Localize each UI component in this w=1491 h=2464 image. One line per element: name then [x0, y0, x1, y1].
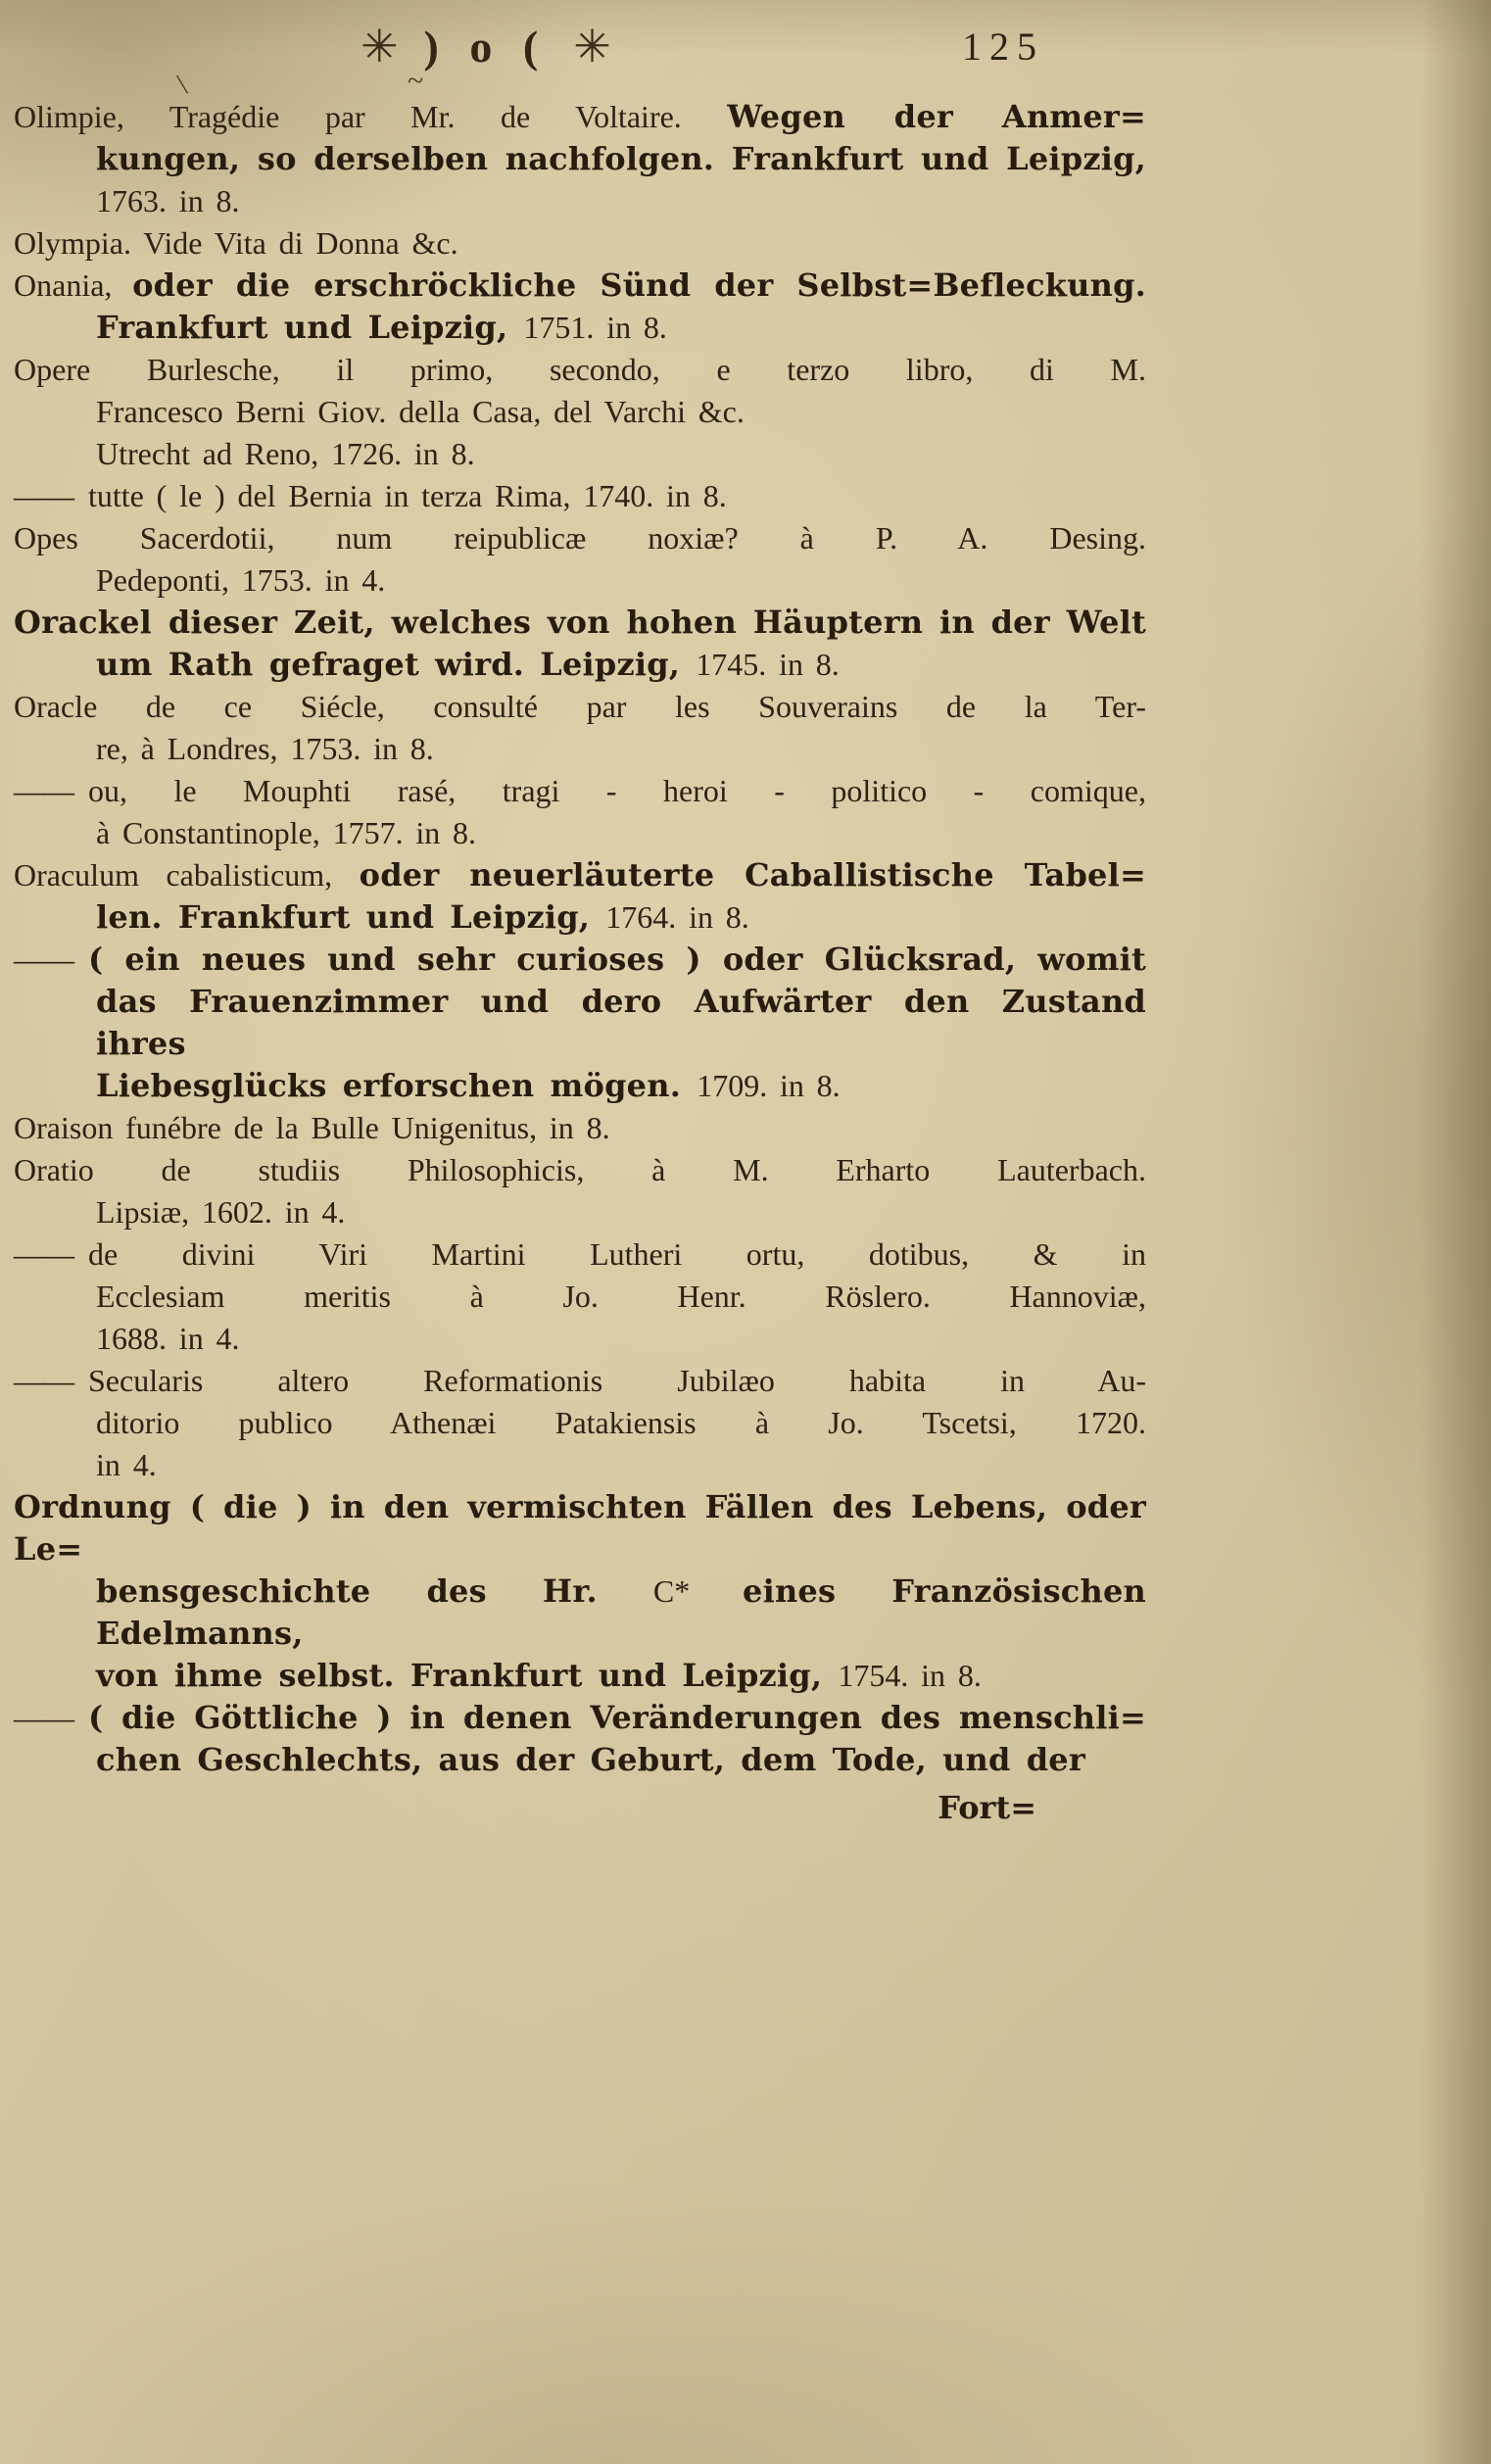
entry-line — [14, 1149, 1146, 1191]
entry-line — [14, 896, 1146, 939]
antiqua-text: C* — [652, 1573, 744, 1609]
antiqua-text: ditorio publico Athenæi Patakiensis à Jo. Tscetsi, 1720. — [96, 1405, 1146, 1440]
catchword: Fort= — [938, 1789, 1036, 1826]
antiqua-text: 1751. in 8. — [523, 310, 667, 345]
fraktur-text: kungen, so derselben nachfolgen. Frankfurt und Leipzig, — [96, 140, 1146, 177]
catalog-entry — [14, 939, 1146, 1107]
fraktur-text: Orackel dieser Zeit, welches von hohen Häuptern in der Welt — [14, 604, 1146, 641]
antiqua-text: ou, le Mouphti rasé, tragi - heroi - politico - comique, — [88, 773, 1146, 808]
entry-line — [14, 433, 1146, 475]
fraktur-text: Liebesglücks erforschen mögen. — [96, 1067, 697, 1104]
dash-rule: —— — [14, 773, 72, 808]
catalog-entry — [14, 517, 1146, 602]
catalog-entry — [14, 1149, 1146, 1233]
entry-line — [14, 1697, 1146, 1739]
entry-line — [14, 939, 1146, 981]
entry-line — [14, 1486, 1146, 1570]
entry-line — [14, 728, 1146, 770]
antiqua-text: de divini Viri Martini Lutheri ortu, dotibus, & in — [88, 1236, 1146, 1272]
entry-line — [14, 1107, 1146, 1149]
entry-line — [14, 1402, 1146, 1444]
dash-rule: —— — [14, 942, 72, 977]
entry-line — [14, 1739, 1146, 1781]
entry-line — [14, 1318, 1146, 1360]
entry-line — [14, 349, 1146, 391]
entry-line — [14, 559, 1146, 602]
page-header — [0, 20, 1491, 98]
antiqua-text: Secularis altero Reformationis Jubilæo habita in Au- — [88, 1363, 1146, 1398]
header-ornament — [361, 20, 611, 72]
antiqua-text: Olympia. Vide Vita di Donna &c. — [14, 225, 458, 261]
entry-line — [14, 1655, 1146, 1697]
antiqua-text: Opere Burlesche, il primo, secondo, e terzo libro, di M. — [14, 352, 1146, 387]
catalog-entry — [14, 1697, 1146, 1781]
catalog-entry — [14, 1107, 1146, 1149]
entries — [14, 96, 1146, 1781]
antiqua-text: 1764. in 8. — [605, 899, 749, 935]
antiqua-text: Oratio de studiis Philosophicis, à M. Erharto Lauterbach. — [14, 1152, 1146, 1187]
ink-mark: \ — [174, 68, 190, 102]
fraktur-text: eines Französischen Edelmanns, — [96, 1572, 1146, 1652]
antiqua-text: Oracle de ce Siécle, consulté par les Souverains de la Ter- — [14, 689, 1146, 724]
entry-line — [14, 1570, 1146, 1655]
antiqua-text: Olimpie, Tragédie par Mr. de Voltaire. — [14, 99, 728, 134]
catalog-entry — [14, 222, 1146, 265]
antiqua-text: 1754. in 8. — [838, 1658, 982, 1693]
entry-line — [14, 138, 1146, 180]
entry-line — [14, 96, 1146, 138]
catalog-entry — [14, 1233, 1146, 1360]
fleuron-right-icon: ✳ — [573, 22, 611, 72]
entry-line — [14, 686, 1146, 728]
fraktur-text: das Frauenzimmer und dero Aufwärter den Zustand ihres — [96, 983, 1146, 1062]
catalog-entry — [14, 854, 1146, 939]
entry-line — [14, 1360, 1146, 1402]
antiqua-text: Lipsiæ, 1602. in 4. — [96, 1194, 346, 1230]
antiqua-text: à Constantinople, 1757. in 8. — [96, 815, 477, 850]
entry-line — [14, 1444, 1146, 1486]
catalog-text-block — [14, 96, 1146, 1826]
fraktur-text: um Rath gefraget wird. Leipzig, — [96, 646, 697, 683]
fraktur-text: oder neuerläuterte Caballistische Tabel= — [359, 856, 1146, 894]
catalog-entry — [14, 1360, 1146, 1486]
entry-line — [14, 1233, 1146, 1276]
antiqua-text: Ecclesiam meritis à Jo. Henr. Röslero. Hannoviæ, — [96, 1279, 1146, 1314]
entry-line — [14, 517, 1146, 559]
entry-line — [14, 265, 1146, 307]
entry-line — [14, 222, 1146, 265]
fraktur-text: ( ein neues und sehr curioses ) oder Glücksrad, womit — [88, 941, 1146, 978]
antiqua-text: Pedeponti, 1753. in 4. — [96, 562, 386, 598]
entry-line — [14, 644, 1146, 686]
entry-line — [14, 854, 1146, 896]
fraktur-text: Wegen der Anmer= — [727, 98, 1146, 135]
fraktur-text: chen Geschlechts, aus der Geburt, dem Tode, und der — [96, 1741, 1085, 1778]
entry-line — [14, 1191, 1146, 1233]
catalog-entry — [14, 686, 1146, 770]
antiqua-text: 1745. in 8. — [696, 647, 840, 682]
ornament-center: ) o ( — [423, 21, 549, 72]
antiqua-text: Onania, — [14, 267, 133, 303]
fraktur-text: ( die Göttliche ) in denen Veränderungen des menschli= — [88, 1699, 1146, 1736]
catalog-entry — [14, 96, 1146, 222]
ink-mark: ~ — [408, 65, 424, 97]
entry-line — [14, 307, 1146, 349]
antiqua-text: Oraculum cabalisticum, — [14, 857, 360, 893]
antiqua-text: Utrecht ad Reno, 1726. in 8. — [96, 436, 475, 471]
dash-rule: —— — [14, 1236, 72, 1272]
catalog-entry — [14, 475, 1146, 517]
dash-rule: —— — [14, 478, 72, 513]
antiqua-text: 1763. in 8. — [96, 183, 240, 218]
antiqua-text: tutte ( le ) del Bernia in terza Rima, 1740. in 8. — [88, 478, 727, 513]
entry-line — [14, 981, 1146, 1065]
catalog-entry — [14, 602, 1146, 686]
fraktur-text: oder die erschröckliche Sünd der Selbst=Befleckung. — [132, 266, 1146, 304]
antiqua-text: Oraison funébre de la Bulle Unigenitus, in 8. — [14, 1110, 610, 1145]
antiqua-text: Francesco Berni Giov. della Casa, del Varchi &c. — [96, 394, 745, 429]
entry-line — [14, 602, 1146, 644]
antiqua-text: re, à Londres, 1753. in 8. — [96, 731, 434, 766]
antiqua-text: in 4. — [96, 1447, 157, 1482]
fraktur-text: bensgeschichte des Hr. — [96, 1572, 653, 1610]
fleuron-left-icon: ✳ — [361, 22, 399, 72]
entry-line — [14, 770, 1146, 812]
catalog-entry — [14, 349, 1146, 475]
dash-rule: —— — [14, 1363, 72, 1398]
antiqua-text: Opes Sacerdotii, num reipublicæ noxiæ? à P. A. Desing. — [14, 520, 1146, 556]
entry-line — [14, 180, 1146, 222]
fraktur-text: Ordnung ( die ) in den vermischten Fällen des Lebens, oder Le= — [14, 1488, 1146, 1568]
entry-line — [14, 1065, 1146, 1107]
catalog-entry — [14, 770, 1146, 854]
dash-rule: —— — [14, 1700, 72, 1735]
catalog-entry — [14, 1486, 1146, 1697]
entry-line — [14, 391, 1146, 433]
entry-line — [14, 1276, 1146, 1318]
antiqua-text: 1688. in 4. — [96, 1321, 240, 1356]
catalog-entry — [14, 265, 1146, 349]
page-number: 125 — [962, 24, 1044, 69]
fraktur-text: len. Frankfurt und Leipzig, — [96, 898, 606, 936]
entry-line — [14, 475, 1146, 517]
antiqua-text: 1709. in 8. — [697, 1068, 841, 1103]
entry-line — [14, 812, 1146, 854]
fraktur-text: von ihme selbst. Frankfurt und Leipzig, — [96, 1657, 839, 1694]
fraktur-text: Frankfurt und Leipzig, — [96, 309, 524, 346]
